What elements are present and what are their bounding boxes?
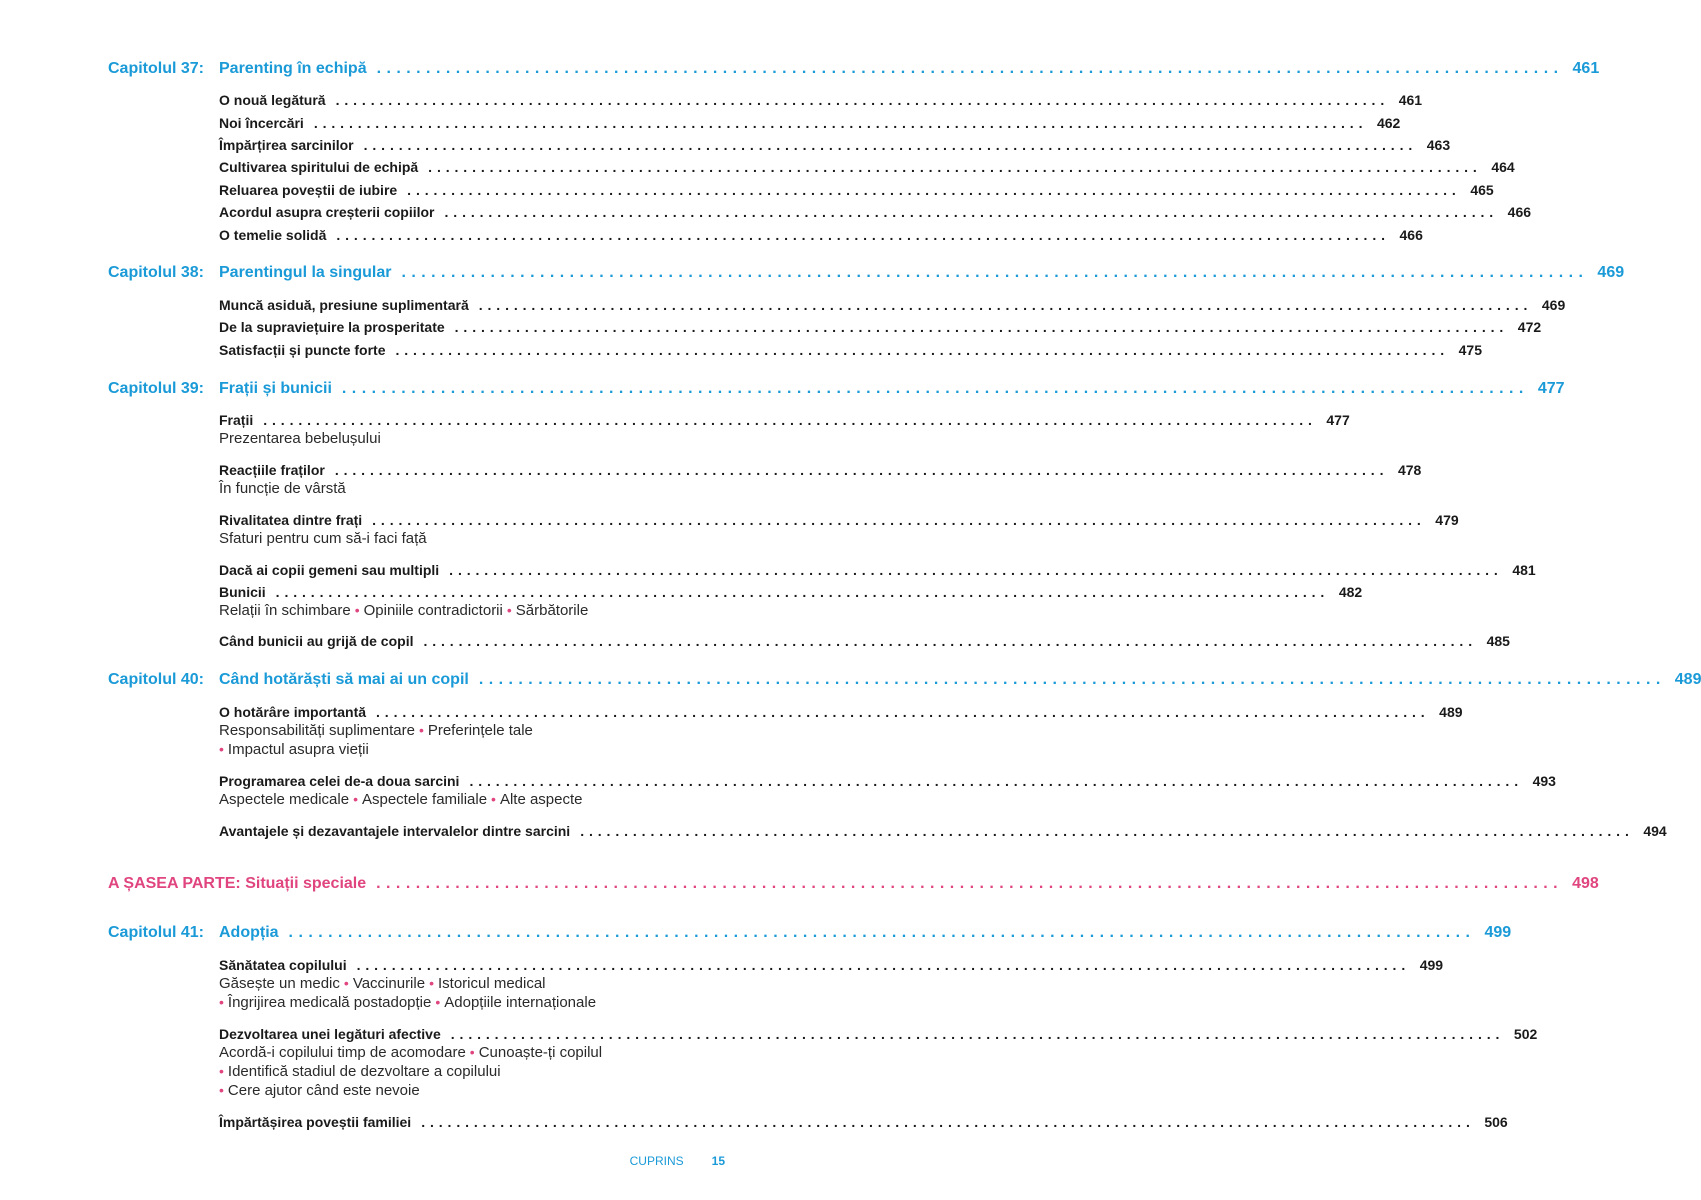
entry-page: 466 bbox=[1399, 227, 1423, 243]
entry-page: 478 bbox=[1397, 462, 1422, 478]
entry-page: 481 bbox=[1512, 562, 1536, 578]
subtopic: Adopțiile internaționale bbox=[444, 994, 597, 1011]
subtopic: Relații în schimbare bbox=[219, 602, 351, 619]
chapter-title: Frații și bunicii bbox=[219, 380, 332, 397]
bullet-icon: • bbox=[491, 791, 496, 807]
bullet-icon: • bbox=[418, 722, 424, 738]
entry-title: Când bunicii au grijă de copil bbox=[219, 633, 414, 649]
dot-leader: . . . . . . . . . . . . . . . . . . . . . . . . . . . . . . . . . . . . . . . . . . . . . . . . . . . . . . . . . . . . . . . . . . . . . . . . . . . . . . . . . . . . . . . . . . . . . . . . . . . . . . . . . . . . . . . . . . . . . . . . bbox=[401, 264, 1584, 281]
entry-page: 464 bbox=[1491, 159, 1515, 175]
entry-title: Programarea celei de-a doua sarcini bbox=[219, 773, 460, 789]
dot-leader: . . . . . . . . . . . . . . . . . . . . . . . . . . . . . . . . . . . . . . . . . . . . . . . . . . . . . . . . . . . . . . . . . . . . . . . . . . . . . . . . . . . . . . . . . . . . . . . . . . . . . . . . . . . . . . . . . . . . . . . . bbox=[275, 584, 1325, 600]
chapter-page: 477 bbox=[1537, 380, 1565, 397]
entry-subtopics bbox=[219, 1063, 501, 1080]
entry-title: Sănătatea copilului bbox=[219, 957, 347, 973]
dot-leader: . . . . . . . . . . . . . . . . . . . . . . . . . . . . . . . . . . . . . . . . . . . . . . . . . . . . . . . . . . . . . . . . . . . . . . . . . . . . . . . . . . . . . . . . . . . . . . . . . . . . . . . . . . . . . . . . . . . . . . . . bbox=[580, 823, 1630, 839]
bullet-icon: • bbox=[219, 1063, 224, 1079]
entry-page: 482 bbox=[1338, 584, 1363, 600]
bullet-icon: • bbox=[506, 602, 512, 618]
entry-title: Noi încercări bbox=[219, 115, 304, 131]
dot-leader: . . . . . . . . . . . . . . . . . . . . . . . . . . . . . . . . . . . . . . . . . . . . . . . . . . . . . . . . . . . . . . . . . . . . . . . . . . . . . . . . . . . . . . . . . . . . . . . . . . . . . . . . . . . . . . . . . . . . . . . . bbox=[372, 512, 1422, 528]
subtopic: Cere ajutor când este nevoie bbox=[227, 1082, 420, 1099]
subtopic: Impactul asupra vieții bbox=[227, 741, 369, 758]
toc-entry[interactable] bbox=[219, 462, 1422, 478]
toc-entry[interactable] bbox=[219, 297, 1566, 313]
toc-entry[interactable] bbox=[219, 412, 1350, 428]
subtopic: Prezentarea bebelușului bbox=[219, 430, 381, 447]
dot-leader: . . . . . . . . . . . . . . . . . . . . . . . . . . . . . . . . . . . . . . . . . . . . . . . . . . . . . . . . . . . . . . . . . . . . . . . . . . . . . . . . . . . . . . . . . . . . . . . . . . . . . . . . . . . . . . . . . . . . . . . . bbox=[421, 1114, 1471, 1130]
chapter-heading[interactable] bbox=[108, 671, 1701, 689]
dot-leader: . . . . . . . . . . . . . . . . . . . . . . . . . . . . . . . . . . . . . . . . . . . . . . . . . . . . . . . . . . . . . . . . . . . . . . . . . . . . . . . . . . . . . . . . . . . . . . . . . . . . . . . . . . . . . . . . . . . . . . . . bbox=[450, 1026, 1500, 1042]
footer-page-number: 15 bbox=[711, 1154, 725, 1168]
toc-entry[interactable] bbox=[219, 584, 1363, 600]
dot-leader: . . . . . . . . . . . . . . . . . . . . . . . . . . . . . . . . . . . . . . . . . . . . . . . . . . . . . . . . . . . . . . . . . . . . . . . . . . . . . . . . . . . . . . . . . . . . . . . . . . . . . . . . . . . . . . . . . . . . . . . . bbox=[336, 227, 1386, 243]
toc-entry[interactable] bbox=[219, 633, 1510, 649]
toc-entry[interactable] bbox=[219, 773, 1556, 789]
chapter-label: Capitolul 41: bbox=[108, 924, 205, 941]
chapter-title: Când hotărăști să mai ai un copil bbox=[219, 671, 469, 688]
dot-leader: . . . . . . . . . . . . . . . . . . . . . . . . . . . . . . . . . . . . . . . . . . . . . . . . . . . . . . . . . . . . . . . . . . . . . . . . . . . . . . . . . . . . . . . . . . . . . . . . . . . . . . . . . . . . . . . . . . . . . . . . bbox=[407, 182, 1457, 198]
bullet-icon: • bbox=[219, 1082, 224, 1098]
subtopic: Găsește un medic bbox=[219, 975, 340, 992]
dot-leader: . . . . . . . . . . . . . . . . . . . . . . . . . . . . . . . . . . . . . . . . . . . . . . . . . . . . . . . . . . . . . . . . . . . . . . . . . . . . . . . . . . . . . . . . . . . . . . . . . . . . . . . . . . . . . . . . . . . . . . . . bbox=[376, 704, 1426, 720]
entry-subtopics bbox=[219, 741, 369, 758]
dot-leader: . . . . . . . . . . . . . . . . . . . . . . . . . . . . . . . . . . . . . . . . . . . . . . . . . . . . . . . . . . . . . . . . . . . . . . . . . . . . . . . . . . . . . . . . . . . . . . . . . . . . . . . . . . . . . . . . . . . . . . . . bbox=[469, 773, 1519, 789]
entry-title: O temelie solidă bbox=[219, 227, 327, 243]
entry-subtopics bbox=[219, 975, 546, 992]
entry-page: 461 bbox=[1398, 92, 1423, 108]
entry-page: 465 bbox=[1470, 182, 1494, 198]
dot-leader: . . . . . . . . . . . . . . . . . . . . . . . . . . . . . . . . . . . . . . . . . . . . . . . . . . . . . . . . . . . . . . . . . . . . . . . . . . . . . . . . . . . . . . . . . . . . . . . . . . . . . . . . . . . . . . . . . . . . . . . . bbox=[335, 92, 1385, 108]
chapter-heading[interactable] bbox=[108, 60, 1600, 78]
entry-title: Rivalitatea dintre frați bbox=[219, 512, 363, 528]
dot-leader: . . . . . . . . . . . . . . . . . . . . . . . . . . . . . . . . . . . . . . . . . . . . . . . . . . . . . . . . . . . . . . . . . . . . . . . . . . . . . . . . . . . . . . . . . . . . . . . . . . . . . . . . . . . . . . . . . . . . . . . . bbox=[428, 159, 1478, 175]
toc-entry[interactable] bbox=[219, 704, 1463, 720]
dot-leader: . . . . . . . . . . . . . . . . . . . . . . . . . . . . . . . . . . . . . . . . . . . . . . . . . . . . . . . . . . . . . . . . . . . . . . . . . . . . . . . . . . . . . . . . . . . . . . . . . . . . . . . . . . . . . . . . . . . . . . . . bbox=[376, 875, 1559, 892]
entry-page: 494 bbox=[1643, 823, 1667, 839]
dot-leader: . . . . . . . . . . . . . . . . . . . . . . . . . . . . . . . . . . . . . . . . . . . . . . . . . . . . . . . . . . . . . . . . . . . . . . . . . . . . . . . . . . . . . . . . . . . . . . . . . . . . . . . . . . . . . . . . . . . . . . . . bbox=[376, 60, 1559, 77]
subtopic: Sărbătorile bbox=[515, 602, 589, 619]
dot-leader: . . . . . . . . . . . . . . . . . . . . . . . . . . . . . . . . . . . . . . . . . . . . . . . . . . . . . . . . . . . . . . . . . . . . . . . . . . . . . . . . . . . . . . . . . . . . . . . . . . . . . . . . . . . . . . . . . . . . . . . . bbox=[356, 957, 1406, 973]
dot-leader: . . . . . . . . . . . . . . . . . . . . . . . . . . . . . . . . . . . . . . . . . . . . . . . . . . . . . . . . . . . . . . . . . . . . . . . . . . . . . . . . . . . . . . . . . . . . . . . . . . . . . . . . . . . . . . . . . . . . . . . . bbox=[395, 342, 1445, 358]
entry-title: Muncă asiduă, presiune suplimentară bbox=[219, 297, 469, 313]
chapter-title: Parentingul la singular bbox=[219, 264, 392, 281]
entry-title: Cultivarea spiritului de echipă bbox=[219, 159, 419, 175]
entry-title: De la supraviețuire la prosperitate bbox=[219, 319, 445, 335]
entry-title: Acordul asupra creșterii copiilor bbox=[219, 204, 435, 220]
dot-leader: . . . . . . . . . . . . . . . . . . . . . . . . . . . . . . . . . . . . . . . . . . . . . . . . . . . . . . . . . . . . . . . . . . . . . . . . . . . . . . . . . . . . . . . . . . . . . . . . . . . . . . . . . . . . . . . . . . . . . . . . bbox=[313, 115, 1363, 131]
toc-entry[interactable] bbox=[219, 227, 1423, 243]
entry-page: 472 bbox=[1517, 319, 1542, 335]
subtopic: Alte aspecte bbox=[499, 791, 583, 808]
dot-leader: . . . . . . . . . . . . . . . . . . . . . . . . . . . . . . . . . . . . . . . . . . . . . . . . . . . . . . . . . . . . . . . . . . . . . . . . . . . . . . . . . . . . . . . . . . . . . . . . . . . . . . . . . . . . . . . . . . . . . . . . bbox=[423, 633, 1473, 649]
entry-title: Împărțirea sarcinilor bbox=[219, 137, 354, 153]
chapter-label: Capitolul 37: bbox=[108, 60, 205, 77]
entry-title: O nouă legătură bbox=[219, 92, 326, 108]
dot-leader: . . . . . . . . . . . . . . . . . . . . . . . . . . . . . . . . . . . . . . . . . . . . . . . . . . . . . . . . . . . . . . . . . . . . . . . . . . . . . . . . . . . . . . . . . . . . . . . . . . . . . . . . . . . . . . . . . . . . . . . . bbox=[478, 671, 1661, 688]
toc-entry[interactable] bbox=[219, 512, 1459, 528]
bullet-icon: • bbox=[353, 791, 358, 807]
entry-page: 493 bbox=[1532, 773, 1556, 789]
entry-subtopics bbox=[219, 1044, 602, 1061]
chapter-title: A ȘASEA PARTE: Situații speciale bbox=[108, 875, 367, 892]
subtopic: Vaccinurile bbox=[352, 975, 426, 992]
chapter-label: Capitolul 40: bbox=[108, 671, 205, 688]
toc-entry[interactable] bbox=[219, 92, 1423, 108]
chapter-heading[interactable] bbox=[108, 380, 1565, 398]
entry-page: 485 bbox=[1486, 633, 1510, 649]
entry-page: 489 bbox=[1439, 704, 1463, 720]
bullet-icon: • bbox=[354, 602, 360, 618]
entry-page: 506 bbox=[1484, 1114, 1508, 1130]
chapter-title: Adopția bbox=[219, 924, 279, 941]
toc-entry[interactable] bbox=[219, 823, 1667, 839]
chapter-page: 489 bbox=[1674, 671, 1701, 688]
entry-subtopics bbox=[219, 480, 346, 497]
subtopic: Opiniile contradictorii bbox=[363, 602, 503, 619]
bullet-icon: • bbox=[219, 741, 224, 757]
entry-page: 477 bbox=[1326, 412, 1350, 428]
chapter-heading[interactable] bbox=[108, 924, 1512, 942]
toc-entry[interactable] bbox=[219, 137, 1451, 153]
entry-title: Bunicii bbox=[219, 584, 266, 600]
chapter-page: 499 bbox=[1484, 924, 1512, 941]
subtopic: Preferințele tale bbox=[427, 722, 533, 739]
entry-subtopics bbox=[219, 1082, 420, 1099]
dot-leader: . . . . . . . . . . . . . . . . . . . . . . . . . . . . . . . . . . . . . . . . . . . . . . . . . . . . . . . . . . . . . . . . . . . . . . . . . . . . . . . . . . . . . . . . . . . . . . . . . . . . . . . . . . . . . . . . . . . . . . . . bbox=[449, 562, 1499, 578]
toc-entry[interactable] bbox=[219, 204, 1532, 220]
dot-leader: . . . . . . . . . . . . . . . . . . . . . . . . . . . . . . . . . . . . . . . . . . . . . . . . . . . . . . . . . . . . . . . . . . . . . . . . . . . . . . . . . . . . . . . . . . . . . . . . . . . . . . . . . . . . . . . . . . . . . . . . bbox=[341, 380, 1524, 397]
subtopic: Cunoaște-ți copilul bbox=[478, 1044, 603, 1061]
dot-leader: . . . . . . . . . . . . . . . . . . . . . . . . . . . . . . . . . . . . . . . . . . . . . . . . . . . . . . . . . . . . . . . . . . . . . . . . . . . . . . . . . . . . . . . . . . . . . . . . . . . . . . . . . . . . . . . . . . . . . . . . bbox=[334, 462, 1384, 478]
chapter-title: Parenting în echipă bbox=[219, 60, 367, 77]
subtopic: Identifică stadiul de dezvoltare a copilului bbox=[227, 1063, 501, 1080]
toc-entry[interactable] bbox=[219, 319, 1542, 335]
chapter-label: Capitolul 39: bbox=[108, 380, 205, 397]
entry-page: 475 bbox=[1458, 342, 1482, 358]
entry-title: Dacă ai copii gemeni sau multipli bbox=[219, 562, 440, 578]
dot-leader: . . . . . . . . . . . . . . . . . . . . . . . . . . . . . . . . . . . . . . . . . . . . . . . . . . . . . . . . . . . . . . . . . . . . . . . . . . . . . . . . . . . . . . . . . . . . . . . . . . . . . . . . . . . . . . . . . . . . . . . . bbox=[263, 412, 1313, 428]
subtopic: Îngrijirea medicală postadopție bbox=[227, 994, 432, 1011]
entry-title: Împărtășirea poveștii familiei bbox=[219, 1114, 412, 1130]
entry-page: 462 bbox=[1376, 115, 1401, 131]
entry-page: 502 bbox=[1513, 1026, 1538, 1042]
entry-subtopics bbox=[219, 530, 427, 547]
subtopic: Sfaturi pentru cum să-i faci față bbox=[219, 530, 427, 547]
entry-title: Dezvoltarea unei legături afective bbox=[219, 1026, 441, 1042]
entry-subtopics bbox=[219, 791, 583, 808]
entry-page: 463 bbox=[1426, 137, 1451, 153]
entry-subtopics bbox=[219, 602, 588, 619]
subtopic: Acordă-i copilului timp de acomodare bbox=[219, 1044, 466, 1061]
dot-leader: . . . . . . . . . . . . . . . . . . . . . . . . . . . . . . . . . . . . . . . . . . . . . . . . . . . . . . . . . . . . . . . . . . . . . . . . . . . . . . . . . . . . . . . . . . . . . . . . . . . . . . . . . . . . . . . . . . . . . . . . bbox=[363, 137, 1413, 153]
toc-entry[interactable] bbox=[219, 115, 1401, 131]
entry-subtopics bbox=[219, 430, 381, 447]
bullet-icon: • bbox=[469, 1044, 475, 1060]
dot-leader: . . . . . . . . . . . . . . . . . . . . . . . . . . . . . . . . . . . . . . . . . . . . . . . . . . . . . . . . . . . . . . . . . . . . . . . . . . . . . . . . . . . . . . . . . . . . . . . . . . . . . . . . . . . . . . . . . . . . . . . . bbox=[478, 297, 1528, 313]
toc-entry[interactable] bbox=[219, 1026, 1538, 1042]
subtopic: Aspectele familiale bbox=[361, 791, 488, 808]
part-heading[interactable] bbox=[108, 875, 1599, 893]
entry-title: Reacțiile fraților bbox=[219, 462, 325, 478]
subtopic: Responsabilități suplimentare bbox=[219, 722, 415, 739]
bullet-icon: • bbox=[435, 994, 441, 1010]
subtopic: Istoricul medical bbox=[437, 975, 546, 992]
toc-entry[interactable] bbox=[219, 562, 1536, 578]
toc-entry[interactable] bbox=[219, 182, 1494, 198]
entry-subtopics bbox=[219, 722, 533, 739]
chapter-page: 461 bbox=[1572, 60, 1600, 77]
entry-title: Reluarea poveștii de iubire bbox=[219, 182, 398, 198]
entry-page: 499 bbox=[1419, 957, 1444, 973]
bullet-icon: • bbox=[219, 994, 224, 1010]
subtopic: În funcție de vârstă bbox=[219, 480, 346, 497]
chapter-page: 498 bbox=[1572, 875, 1599, 892]
entry-page: 466 bbox=[1507, 204, 1532, 220]
entry-page: 469 bbox=[1541, 297, 1566, 313]
chapter-heading[interactable] bbox=[108, 264, 1625, 282]
entry-title: Frații bbox=[219, 412, 254, 428]
footer-section: CUPRINS bbox=[629, 1154, 684, 1168]
entry-title: Avantajele și dezavantajele intervalelor dintre sarcini bbox=[219, 823, 571, 839]
toc-entry[interactable] bbox=[219, 159, 1515, 175]
toc-entry[interactable] bbox=[219, 1114, 1508, 1130]
toc-entry[interactable] bbox=[219, 957, 1444, 973]
dot-leader: . . . . . . . . . . . . . . . . . . . . . . . . . . . . . . . . . . . . . . . . . . . . . . . . . . . . . . . . . . . . . . . . . . . . . . . . . . . . . . . . . . . . . . . . . . . . . . . . . . . . . . . . . . . . . . . . . . . . . . . . bbox=[288, 924, 1471, 941]
subtopic: Aspectele medicale bbox=[219, 791, 350, 808]
entry-title: O hotărâre importantă bbox=[219, 704, 367, 720]
chapter-label: Capitolul 38: bbox=[108, 264, 205, 281]
bullet-icon: • bbox=[343, 975, 349, 991]
dot-leader: . . . . . . . . . . . . . . . . . . . . . . . . . . . . . . . . . . . . . . . . . . . . . . . . . . . . . . . . . . . . . . . . . . . . . . . . . . . . . . . . . . . . . . . . . . . . . . . . . . . . . . . . . . . . . . . . . . . . . . . . bbox=[454, 319, 1504, 335]
toc-entry[interactable] bbox=[219, 342, 1482, 358]
bullet-icon: • bbox=[429, 975, 434, 991]
entry-title: Satisfacții și puncte forte bbox=[219, 342, 386, 358]
dot-leader: . . . . . . . . . . . . . . . . . . . . . . . . . . . . . . . . . . . . . . . . . . . . . . . . . . . . . . . . . . . . . . . . . . . . . . . . . . . . . . . . . . . . . . . . . . . . . . . . . . . . . . . . . . . . . . . . . . . . . . . . bbox=[444, 204, 1494, 220]
entry-subtopics bbox=[219, 994, 596, 1011]
chapter-page: 469 bbox=[1597, 264, 1625, 281]
entry-page: 479 bbox=[1435, 512, 1459, 528]
page-footer bbox=[630, 1154, 725, 1168]
